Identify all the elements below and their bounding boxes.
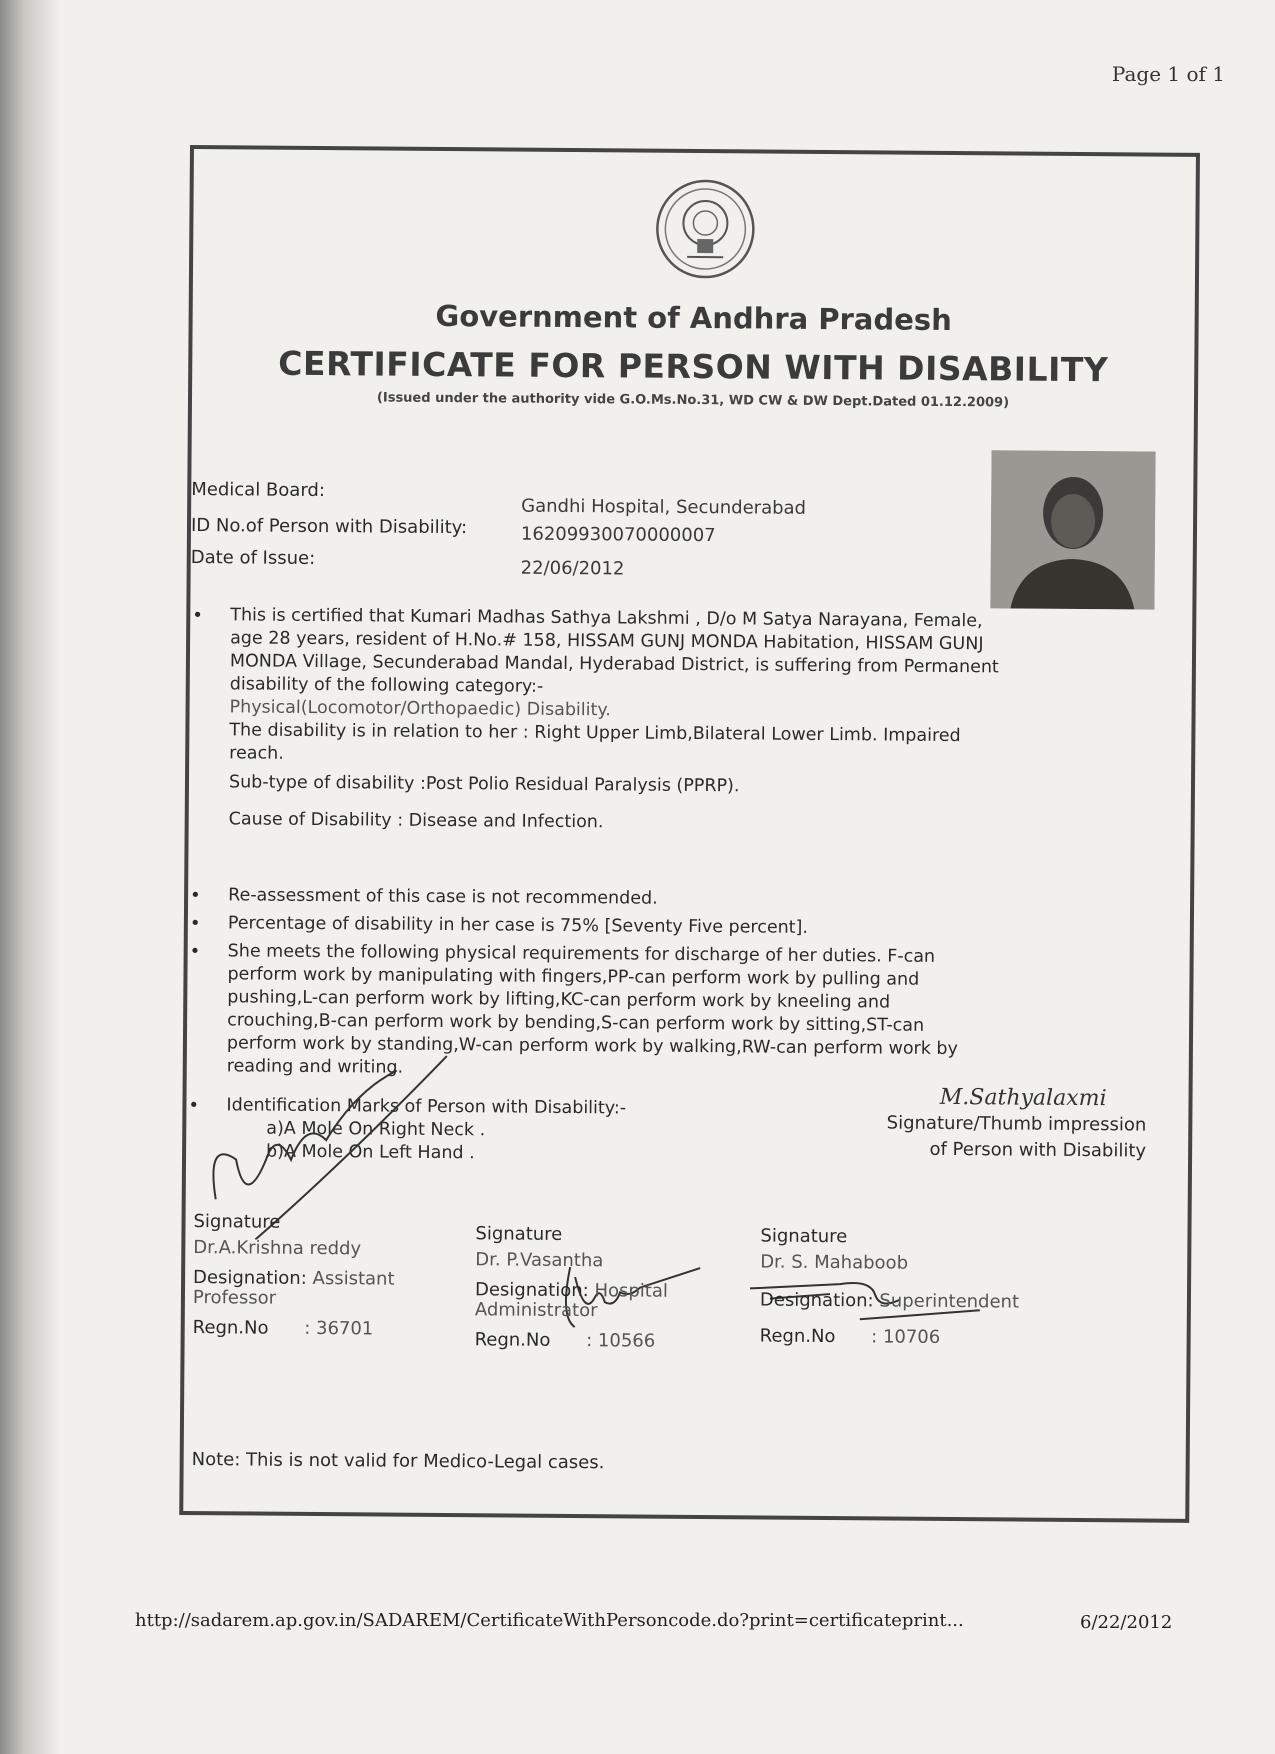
government-seal-icon <box>653 177 758 282</box>
designation-value: Assistant <box>312 1267 395 1290</box>
requirements-line: perform work by standing,W-can perform work by walking,RW-can perform work by <box>226 1033 959 1060</box>
medical-board-value: Gandhi Hospital, Secunderabad <box>521 495 807 519</box>
requirements-line: perform work by manipulating with fingers,PP-can perform work by pulling and <box>227 964 920 990</box>
identification-marks-heading: • Identification Marks of Person with Disability:- <box>226 1095 627 1119</box>
identification-mark: a)A Mole On Right Neck . <box>266 1118 486 1141</box>
signature-label: Signature <box>193 1211 281 1233</box>
certificate-frame <box>179 145 1200 1523</box>
certify-line: MONDA Village, Secunderabad Mandal, Hyderabad District, is suffering from Permanent <box>229 651 999 678</box>
certify-line: disability of the following category:- <box>229 674 544 697</box>
regn-value: : 10566 <box>586 1330 656 1352</box>
signatory-1 <box>193 1209 396 1343</box>
page-edge-shadow <box>0 0 60 1754</box>
designation-value-cont: Administrator <box>474 1299 598 1322</box>
person-photo <box>990 450 1155 609</box>
regn-label: Regn.No <box>759 1325 836 1348</box>
signatories-section <box>186 1209 1188 1352</box>
validity-note: Note: This is not valid for Medico-Legal cases. <box>191 1449 605 1474</box>
page-number: Page 1 of 1 <box>1111 62 1225 86</box>
regn-value: : 10706 <box>871 1326 941 1348</box>
relation-line: The disability is in relation to her : Right Upper Limb,Bilateral Lower Limb. Impaired <box>229 720 961 747</box>
designation-label: Designation: <box>193 1267 307 1289</box>
id-label: ID No.of Person with Disability: <box>190 515 468 539</box>
regn-value: : 36701 <box>304 1317 374 1340</box>
certificate-title: CERTIFICATE FOR PERSON WITH DISABILITY <box>278 343 1109 390</box>
date-label: Date of Issue: <box>190 547 316 569</box>
authority-note: (Issued under the authority vide G.O.Ms.No.31, WD CW & DW Dept.Dated 01.12.2009) <box>376 390 1010 411</box>
signatory-name: Dr.A.Krishna reddy <box>193 1237 362 1260</box>
signatory-2 <box>475 1221 669 1355</box>
signatory-name: Dr. P.Vasantha <box>475 1249 604 1272</box>
requirements-line: reading and writing. <box>226 1056 404 1078</box>
government-title: Government of Andhra Pradesh <box>435 298 952 337</box>
disability-cause: Cause of Disability : Disease and Infection. <box>228 809 604 833</box>
identification-mark: b)A Mole On Left Hand . <box>266 1141 475 1164</box>
designation-value: Hospital <box>594 1280 669 1302</box>
certify-paragraph <box>229 604 1121 838</box>
person-signature-block <box>786 1084 1147 1165</box>
signature-label: Signature <box>760 1225 848 1248</box>
signature-label: Signature <box>475 1223 563 1245</box>
requirements-line: • She meets the following physical requirements for discharge of her duties. F-can <box>227 941 936 967</box>
person-handwritten-signature: M.Sathyalaxmi <box>939 1084 1107 1112</box>
details-section <box>190 479 971 580</box>
reassessment-item: • Re-assessment of this case is not recommended. <box>228 884 1118 914</box>
designation-label: Designation: <box>474 1279 589 1302</box>
certify-line: • This is certified that Kumari Madhas Sathya Lakshmi , D/o M Satya Narayana, Female, <box>230 605 983 632</box>
person-signature-label: Signature/Thumb impression <box>886 1112 1147 1136</box>
signatory-name: Dr. S. Mahaboob <box>760 1251 909 1274</box>
relation-line: reach. <box>229 743 284 764</box>
designation-label: Designation: <box>759 1289 874 1312</box>
regn-label: Regn.No <box>474 1329 551 1351</box>
designation-value-cont: Professor <box>192 1287 277 1309</box>
designation-value: Superintendent <box>879 1290 1020 1313</box>
source-url: http://sadarem.ap.gov.in/SADAREM/CertificateWithPersoncode.do?print=certificateprint... <box>135 1610 964 1631</box>
requirements-line: crouching,B-can perform work by bending,S-can perform work by sitting,ST-can <box>227 1010 925 1036</box>
regn-label: Regn.No <box>192 1317 269 1339</box>
disability-subtype: Sub-type of disability :Post Polio Residual Paralysis (PPRP). <box>228 772 740 797</box>
signatory-3 <box>760 1224 1020 1352</box>
id-value: 16209930070000007 <box>520 523 716 547</box>
certify-line: age 28 years, resident of H.No.# 158, HISSAM GUNJ MONDA Habitation, HISSAM GUNJ <box>230 628 984 655</box>
requirements-line: pushing,L-can perform work by lifting,KC-can perform work by kneeling and <box>227 987 891 1013</box>
disability-category: Physical(Locomotor/Orthopaedic) Disability. <box>229 697 611 721</box>
percentage-item: • Percentage of disability in her case is 75% [Seventy Five percent]. <box>228 912 1118 942</box>
date-value: 22/06/2012 <box>520 557 625 580</box>
print-date: 6/22/2012 <box>1080 1612 1173 1633</box>
medical-board-label: Medical Board: <box>191 479 326 502</box>
person-signature-label: of Person with Disability <box>929 1138 1147 1162</box>
